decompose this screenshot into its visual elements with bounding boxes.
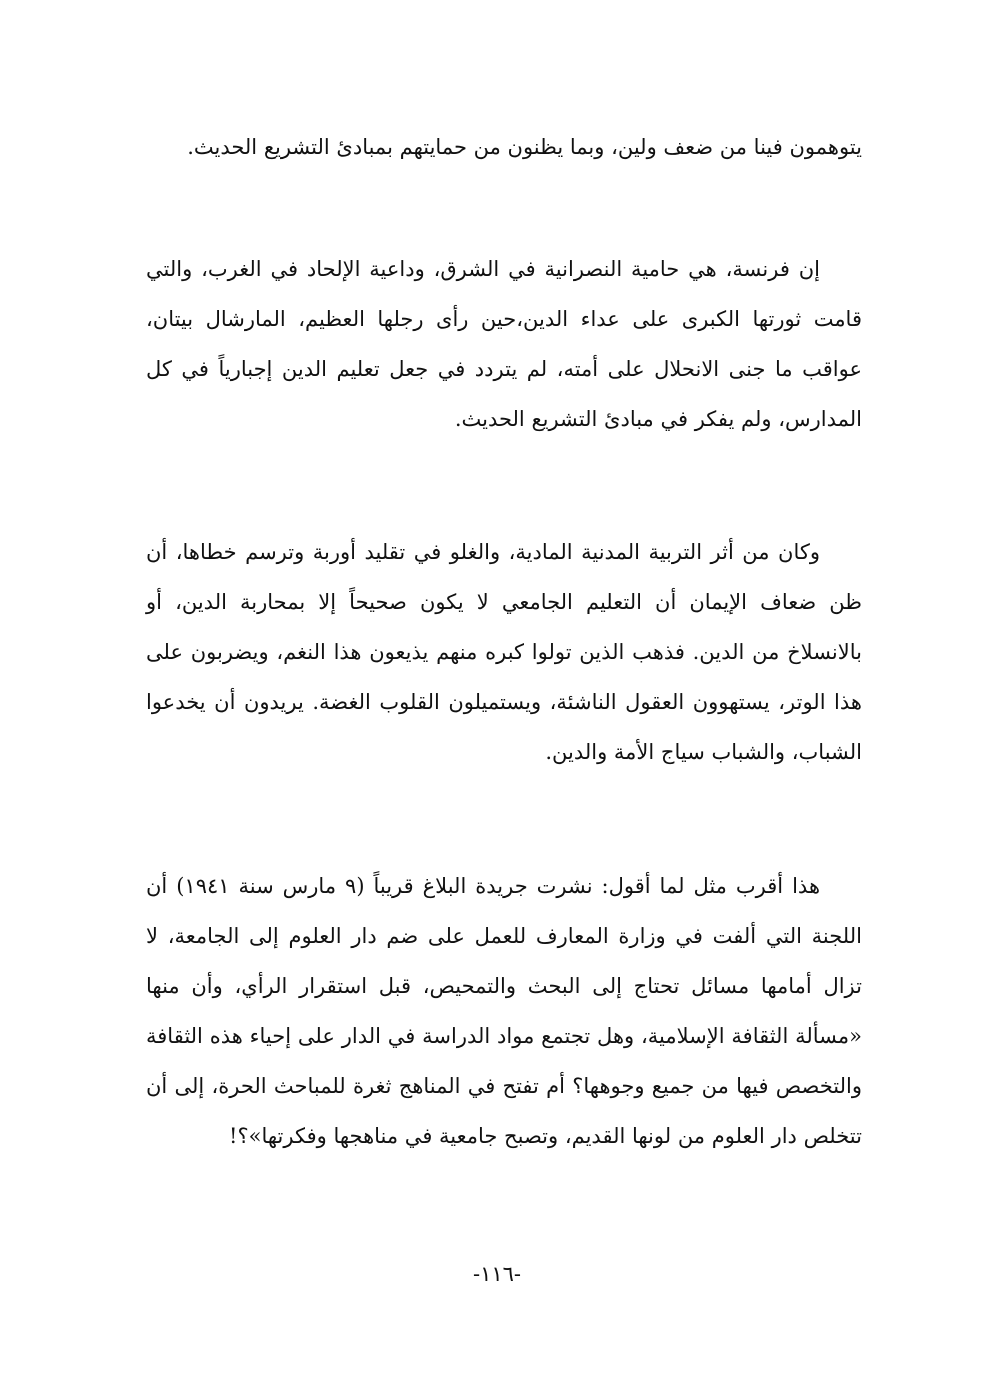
paragraph-2-text: إن فرنسة، هي حامية النصرانية في الشرق، وداعية الإلحاد في الغرب، والتي قامت ثورتها الكبرى على عداء الدين،حين رأى رجلها العظيم، المارشال بيتان، عواقب ما جنى الانحلال على أمته، لم يتردد في جعل تعليم الدين إجبارياً في كل المدارس، ولم يفكر في مبادئ التشريع الحديث. [146,257,862,431]
page-number: -١١٦- [472,1262,522,1286]
paragraph-4-text: هذا أقرب مثل لما أقول: نشرت جريدة البلاغ قريباً (٩ مارس سنة ١٩٤١) أن اللجنة التي ألفت في وزارة المعارف للعمل على ضم دار العلوم إلى الجامعة، لا تزال أمامها مسائل تحتاج إلى البحث والتمحيص، قبل استقرار الرأي، وأن منها «مسألة الثقافة الإسلامية، وهل تجتمع مواد الدراسة في الدار على إحياء هذه الثقافة والتخصص فيها من جميع وجوهها؟ أم تفتح في المناهج ثغرة للمباحث الحرة، إلى أن تتخلص دار العلوم من لونها القديم، وتصبح جامعية في مناهجها وفكرتها»؟! [146,874,862,1148]
paragraph-3-text: وكان من أثر التربية المدنية المادية، والغلو في تقليد أوربة وترسم خطاها، أن ظن ضعاف الإيمان أن التعليم الجامعي لا يكون صحيحاً إلا بمحاربة الدين، أو بالانسلاخ من الدين. فذهب الذين تولوا كبره منهم يذيعون هذا النغم، ويضربون على هذا الوتر، يستهوون العقول الناشئة، ويستميلون القلوب الغضة. يريدون أن يخدعوا الشباب، والشباب سياج الأمة والدين. [146,540,862,764]
paragraph-continuation [146,122,862,172]
paragraph-1-text: يتوهمون فينا من ضعف ولين، وبما يظنون من حمايتهم بمبادئ التشريع الحديث. [187,135,862,159]
paragraph-albalagh [146,861,862,1161]
paragraph-civil-education [146,527,862,777]
paragraph-france [146,244,862,444]
